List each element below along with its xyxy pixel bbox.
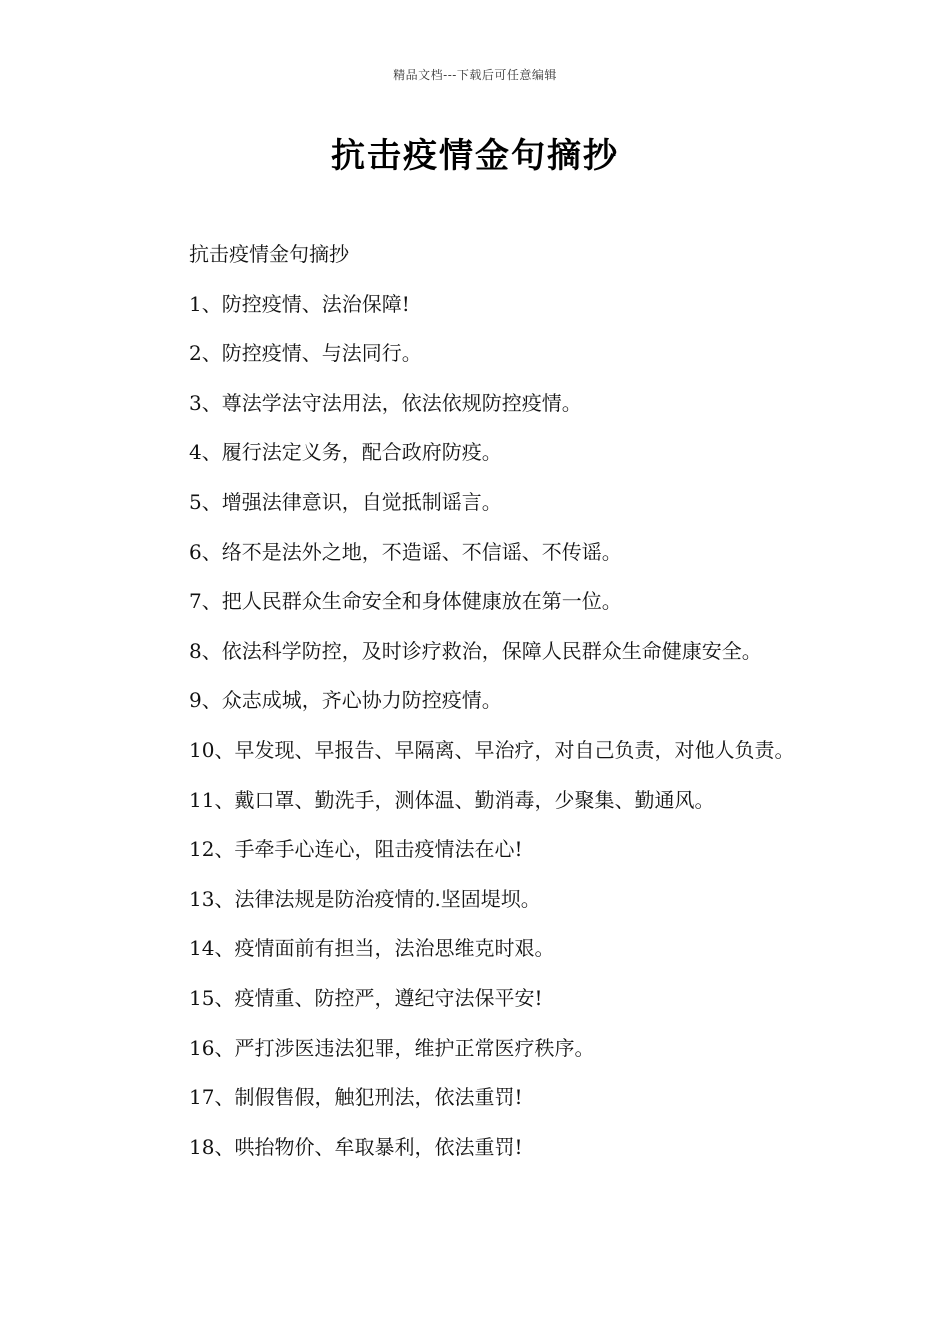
list-item: 4、履行法定义务，配合政府防疫。 [189,440,502,465]
list-item: 11、戴口罩、勤洗手，测体温、勤消毒，少聚集、勤通风。 [189,787,715,812]
list-item: 2、防控疫情、与法同行。 [189,341,422,366]
list-item: 18、哄抬物价、牟取暴利，依法重罚! [189,1134,523,1159]
document-body [145,230,825,1172]
list-item: 14、疫情面前有担当，法治思维克时艰。 [189,936,555,961]
list-item: 6、络不是法外之地，不造谣、不信谣、不传谣。 [189,539,622,564]
list-item: 8、依法科学防控，及时诊疗救治，保障人民群众生命健康安全。 [189,638,762,663]
list-item: 17、制假售假，触犯刑法，依法重罚! [189,1085,523,1110]
list-item: 12、手牵手心连心，阻击疫情法在心! [189,837,523,862]
list-item: 1、防控疫情、法治保障! [189,291,410,316]
subheading: 抗击疫情金句摘抄 [189,242,349,266]
list-item: 10、早发现、早报告、早隔离、早治疗，对自己负责，对他人负责。 [189,737,795,762]
list-item: 5、增强法律意识，自觉抵制谣言。 [189,489,502,514]
list-item: 7、把人民群众生命安全和身体健康放在第一位。 [189,589,622,614]
document-title: 抗击疫情金句摘抄 [331,136,619,176]
header-note: 精品文档---下载后可任意编辑 [393,68,557,82]
list-item: 16、严打涉医违法犯罪，维护正常医疗秩序。 [189,1035,595,1060]
list-item: 13、法律法规是防治疫情的.坚固堤坝。 [189,886,541,911]
list-item: 3、尊法学法守法用法，依法依规防控疫情。 [189,390,582,415]
list-item: 15、疫情重、防控严，遵纪守法保平安! [189,985,543,1010]
list-item: 9、众志成城，齐心协力防控疫情。 [189,688,502,713]
